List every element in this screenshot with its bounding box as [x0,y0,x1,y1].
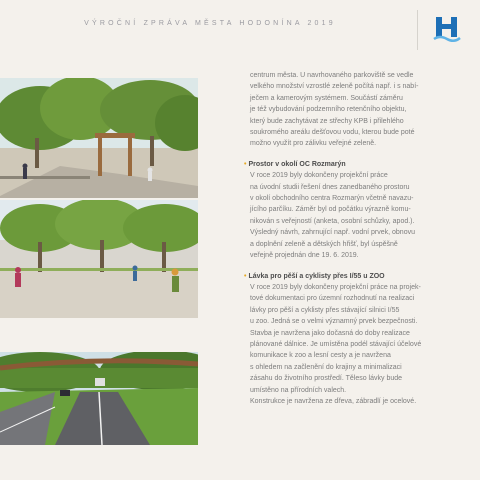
text-line: v okolí obchodního centra Rozmarýn včetně navazu- [250,195,414,203]
intro-paragraph [250,70,460,150]
bullet-dot: • [244,160,247,168]
text-line: s ohledem na začlenění do krajiny a minimalizaci [250,363,402,371]
text-line: možno využít pro zálivku veřejné zeleně. [250,140,377,148]
text-line: veřejně projednán dne 19. 6. 2019. [250,252,359,260]
text-line: lávky pro pěší a cyklisty přes stávající silnici I/55 [250,306,400,314]
section-paragraph-rozmaryn [250,170,460,261]
section-heading [244,159,460,170]
text-line: tové dokumentaci pro územní rozhodnutí na realizaci [250,295,415,303]
park-pergola-visualization [0,78,198,198]
text-line: Konstrukce je navržena ze dřeva, zábradlí je ocelové. [250,397,417,405]
text-line: plánované dálnice. Je umístěna podél stávající účelové [250,340,422,348]
text-line: je též vybudování podzemního retenčního objektu, [250,106,407,114]
text-line: V roce 2019 byly dokončeny projekční práce [250,172,388,180]
hodonin-logo [432,14,462,44]
text-line: jícího parčíku. Záměr byl od počátku výrazně komu- [250,206,411,214]
report-header-title: VÝROČNÍ ZPRÁVA MĚSTA HODONÍNA 2019 [84,20,336,27]
section-paragraph-footbridge [250,282,460,407]
section-title-footbridge: Lávka pro pěší a cyklisty přes I/55 u ZOO [248,272,385,280]
text-line: soukromého areálu dešťovou vodu, kterou bude poté [250,129,415,137]
text-line: a doplnění zeleně a dětských hřišť, byl úspěšně [250,240,398,248]
text-line: Výsledný návrh, zahrnující např. vodní prvek, obnovu [250,229,415,237]
header-divider [417,10,418,50]
section-title-rozmaryn: Prostor v okolí OC Rozmarýn [248,160,346,168]
text-line: který bude zachytávat ze střechy KPB i přilehlého [250,117,404,125]
text-line: komunikace k zoo a lesní cesty a je navržena [250,352,391,360]
footbridge-visualization [0,352,198,445]
text-line: V roce 2019 byly dokončeny projekční práce na projek- [250,283,421,291]
text-line: velkého množství vzrostlé zeleně počítá např. i s nabí- [250,83,419,91]
bullet-dot: • [244,272,247,280]
section-heading [244,271,460,282]
text-line: umístěno na přírodních valech. [250,386,347,394]
text-line: ječem a kamerovým systémem. Součástí záměru [250,94,403,102]
text-line: na úvodní studii řešení dnes zanedbaného prostoru [250,183,410,191]
article-text [244,70,460,407]
rozmaryn-square-visualization [0,200,198,318]
text-line: zásahu do životního prostředí. Těleso lávky bude [250,375,403,383]
text-line: nikován s veřejností (anketa, osobní schůzky, apod.). [250,217,415,225]
text-line: u zoo. Jedná se o velmi významný prvek bezpečnosti. [250,318,418,326]
text-line: centrum města. U navrhovaného parkoviště se vedle [250,72,414,79]
text-line: Stavba je navržena jako dočasná do doby realizace [250,329,410,337]
